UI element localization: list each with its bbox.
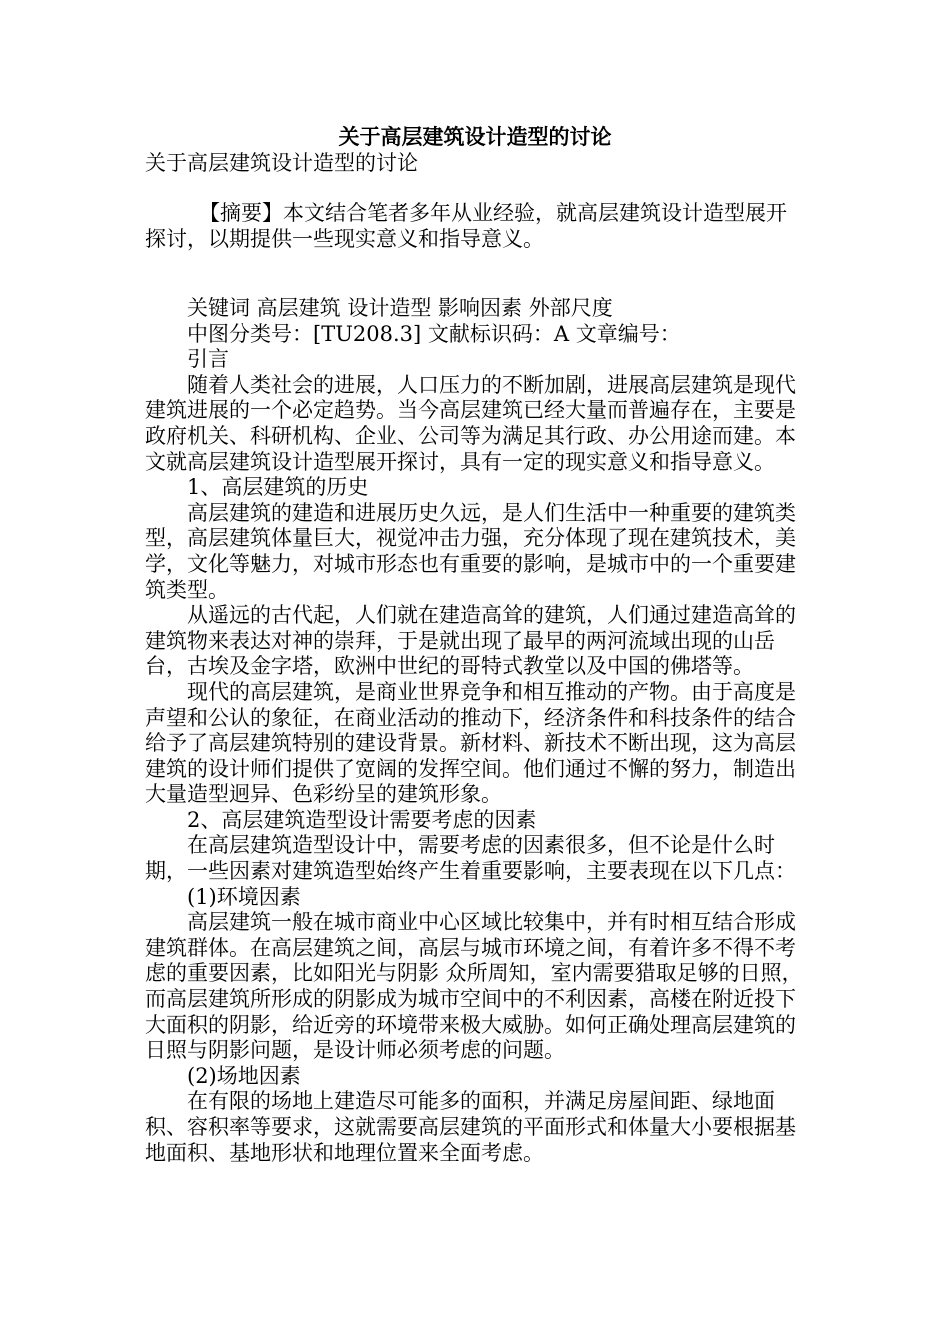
body-paragraph: 在高层建筑造型设计中，需要考虑的因素很多，但不论是什么时期，一些因素对建筑造型始终产生着重要影响，主要表现在以下几点： — [145, 833, 796, 884]
abstract-paragraph: 【摘要】本文结合笔者多年从业经验，就高层建筑设计造型展开探讨，以期提供一些现实意义和指导意义。 — [145, 201, 787, 251]
body-paragraph: 现代的高层建筑，是商业世界竞争和相互推动的产物。由于高度是声望和公认的象征，在商业活动的推动下，经济条件和科技条件的结合给予了高层建筑特别的建设背景。新材料、新技术不断出现，这为高层建筑的设计师们提供了宽阔的发挥空间。他们通过不懈的努力，制造出大量造型迥异、色彩纷呈的建筑形象。 — [145, 679, 796, 807]
classification-line: 中图分类号：[TU208.3] 文献标识码：A 文章编号： — [187, 321, 681, 346]
body-paragraph: 从遥远的古代起，人们就在建造高耸的建筑，人们通过建造高耸的建筑物来表达对神的崇拜，于是就出现了最早的两河流域出现的山岳台，古埃及金字塔，欧洲中世纪的哥特式教堂以及中国的佛塔等。 — [145, 603, 796, 679]
body-paragraph: 高层建筑的建造和进展历史久远，是人们生活中一种重要的建筑类型，高层建筑体量巨大，视觉冲击力强，充分体现了现在建筑技术，美学，文化等魅力，对城市形态也有重要的影响，是城市中的一个重要建筑类型。 — [145, 500, 796, 602]
document-title: 关于高层建筑设计造型的讨论 — [338, 124, 612, 149]
body-paragraph: 在有限的场地上建造尽可能多的面积，并满足房屋间距、绿地面积、容积率等要求，这就需要高层建筑的平面形式和体量大小要根据基地面积、基地形状和地理位置来全面考虑。 — [145, 1089, 796, 1165]
document-subtitle: 关于高层建筑设计造型的讨论 — [145, 151, 418, 175]
body-paragraph: 随着人类社会的进展，人口压力的不断加剧，进展高层建筑是现代建筑进展的一个必定趋势。当今高层建筑已经大量而普遍存在，主要是政府机关、科研机构、企业、公司等为满足其行政、办公用途而建。本文就高层建筑设计造型展开探讨，具有一定的现实意义和指导意义。 — [145, 372, 796, 474]
section-heading-introduction: 引言 — [187, 347, 229, 372]
keywords-line: 关键词 高层建筑 设计造型 影响因素 外部尺度 — [187, 296, 613, 320]
section-heading-history: 1、高层建筑的历史 — [187, 475, 369, 500]
body-paragraph: 高层建筑一般在城市商业中心区域比较集中，并有时相互结合形成建筑群体。在高层建筑之间，高层与城市环境之间，有着许多不得不考虑的重要因素，比如阳光与阴影 众所周知，室内需要猎取足够的日照，而高层建筑所形成的阴影成为城市空间中的不利因素，高楼在附近投下大面积的阴影，给近旁的环境带来极大威胁。如何正确处理高层建筑的日照与阴影问题，是设计师必须考虑的问题。 — [145, 910, 803, 1063]
subheading-environment: (1)环境因素 — [187, 884, 301, 909]
section-heading-factors: 2、高层建筑造型设计需要考虑的因素 — [187, 807, 537, 832]
subheading-site: (2)场地因素 — [187, 1063, 301, 1088]
body-text — [145, 296, 805, 1166]
